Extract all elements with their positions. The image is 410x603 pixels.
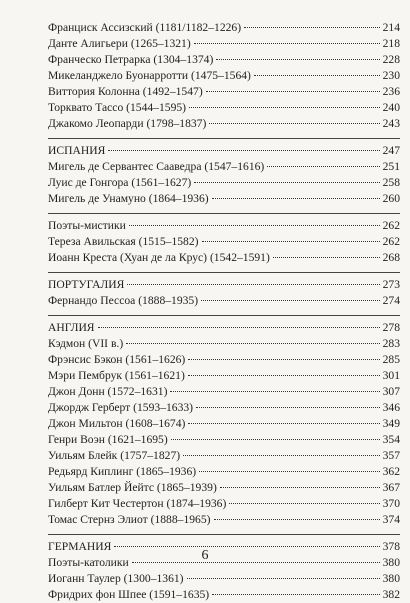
dot-leader: [202, 240, 380, 242]
dot-leader: [187, 577, 380, 579]
toc-entry-page: 349: [382, 417, 400, 430]
toc-entry-title: Уильям Блейк (1757–1827): [48, 449, 181, 462]
dot-leader: [216, 58, 379, 60]
toc-entry[interactable]: [48, 250, 400, 266]
toc-entry-page: 382: [382, 588, 400, 601]
toc-entry[interactable]: [48, 234, 400, 250]
dot-leader: [170, 390, 379, 392]
toc-entry-page: 247: [382, 144, 400, 157]
toc-entry[interactable]: [48, 191, 400, 207]
toc-entry-title: Мигель де Сервантес Сааведра (1547–1616): [48, 160, 265, 173]
toc-entry-title: Кэдмон (VII в.): [48, 337, 124, 350]
table-of-contents: [48, 20, 400, 603]
toc-entry-page: 278: [382, 321, 400, 334]
toc-entry-title: Фернандо Пессоа (1888–1935): [48, 294, 199, 307]
toc-entry[interactable]: [48, 432, 400, 448]
toc-entry[interactable]: [48, 448, 400, 464]
toc-entry-title: Гилберт Кит Честертон (1874–1936): [48, 497, 227, 510]
toc-entry-title: Джакомо Леопарди (1798–1837): [48, 117, 207, 130]
toc-entry-title: Иоганн Таулер (1300–1361): [48, 572, 184, 585]
toc-entry[interactable]: [48, 68, 400, 84]
toc-entry[interactable]: [48, 400, 400, 416]
toc-entry[interactable]: [48, 496, 400, 512]
toc-entry[interactable]: [48, 416, 400, 432]
dot-leader: [212, 197, 380, 199]
dot-leader: [127, 283, 379, 285]
toc-entry-page: 260: [382, 192, 400, 205]
dot-leader: [126, 342, 379, 344]
toc-entry-title: Джордж Герберт (1593–1633): [48, 401, 194, 414]
toc-entry-title: Фридрих фон Шпее (1591–1635): [48, 588, 210, 601]
dot-leader: [108, 149, 379, 151]
toc-entry[interactable]: [48, 464, 400, 480]
dot-leader: [98, 326, 380, 328]
dot-leader: [201, 299, 380, 301]
toc-entry[interactable]: [48, 116, 400, 132]
toc-entry[interactable]: [48, 384, 400, 400]
toc-entry[interactable]: [48, 368, 400, 384]
toc-entry-title: Мэри Пембрук (1561–1621): [48, 369, 185, 382]
section-divider: [48, 534, 400, 535]
section-divider: [48, 315, 400, 316]
toc-entry-page: 370: [382, 497, 400, 510]
toc-entry-page: 283: [382, 337, 400, 350]
toc-entry[interactable]: [48, 20, 400, 36]
dot-leader: [129, 224, 380, 226]
toc-entry-page: 380: [382, 556, 400, 569]
toc-section-portugal: [48, 277, 400, 309]
toc-entry-page: 346: [382, 401, 400, 414]
toc-entry-title: Джон Донн (1572–1631): [48, 385, 168, 398]
dot-leader: [212, 593, 379, 595]
toc-entry[interactable]: [48, 512, 400, 528]
toc-entry-page: 228: [382, 53, 400, 66]
dot-leader: [244, 26, 380, 28]
toc-entry[interactable]: [48, 36, 400, 52]
toc-entry[interactable]: [48, 52, 400, 68]
toc-section-spain: [48, 143, 400, 207]
toc-entry-title: Поэты-мистики: [48, 219, 126, 232]
toc-entry-title: Уильям Батлер Йейтс (1865–1939): [48, 481, 217, 494]
toc-entry-page: 362: [382, 465, 400, 478]
toc-section-england: [48, 320, 400, 528]
dot-leader: [267, 165, 379, 167]
toc-entry-title: Тереза Авильская (1515–1582): [48, 235, 199, 248]
toc-entry[interactable]: [48, 587, 400, 603]
dot-leader: [194, 181, 379, 183]
toc-entry[interactable]: [48, 352, 400, 368]
toc-entry-page: 262: [382, 219, 400, 232]
toc-entry-page: 357: [382, 449, 400, 462]
toc-entry[interactable]: [48, 480, 400, 496]
toc-entry-title: Генри Воэн (1621–1695): [48, 433, 168, 446]
dot-leader: [171, 438, 380, 440]
dot-leader: [189, 106, 380, 108]
toc-entry-title: Иоанн Креста (Хуан де ла Крус) (1542–1591): [48, 251, 270, 264]
dot-leader: [254, 74, 380, 76]
dot-leader: [194, 42, 380, 44]
toc-entry-page: 251: [382, 160, 400, 173]
toc-entry-page: 307: [382, 385, 400, 398]
toc-entry-page: 380: [382, 572, 400, 585]
toc-entry-title: Фрэнсис Бэкон (1561–1626): [48, 353, 186, 366]
toc-entry[interactable]: [48, 100, 400, 116]
toc-entry-title: Микеланджело Буонарротти (1475–1564): [48, 69, 251, 82]
toc-section-heading[interactable]: [48, 277, 400, 293]
toc-entry-title: Виттория Колонна (1492–1547): [48, 85, 203, 98]
toc-entry-title: Франческо Петрарка (1304–1374): [48, 53, 214, 66]
dot-leader: [183, 454, 380, 456]
toc-entry-page: 214: [382, 21, 400, 34]
toc-entry-title: Данте Алигьери (1265–1321): [48, 37, 191, 50]
dot-leader: [209, 122, 379, 124]
toc-entry-title: ИСПАНИЯ: [48, 144, 106, 157]
toc-entry-page: 230: [382, 69, 400, 82]
section-divider: [48, 138, 400, 139]
toc-entry-page: 218: [382, 37, 400, 50]
toc-entry-title: Редьярд Киплинг (1865–1936): [48, 465, 197, 478]
dot-leader: [199, 470, 379, 472]
toc-entry-page: 378: [382, 540, 400, 553]
toc-entry-title: Джон Мильтон (1608–1674): [48, 417, 186, 430]
toc-entry-title: Торквато Тассо (1544–1595): [48, 101, 187, 114]
dot-leader: [273, 256, 380, 258]
toc-entry[interactable]: [48, 218, 400, 234]
toc-entry-title: Мигель де Унамуно (1864–1936): [48, 192, 209, 205]
dot-leader: [188, 374, 380, 376]
toc-entry[interactable]: [48, 293, 400, 309]
toc-entry-page: 262: [382, 235, 400, 248]
toc-entry-page: 274: [382, 294, 400, 307]
dot-leader: [196, 406, 380, 408]
toc-entry-page: 273: [382, 278, 400, 291]
toc-entry-page: 258: [382, 176, 400, 189]
toc-entry-title: Луис де Гонгора (1561–1627): [48, 176, 192, 189]
dot-leader: [188, 358, 379, 360]
dot-leader: [114, 545, 379, 547]
toc-entry-title: Поэты-католики: [48, 556, 129, 569]
page-number: 6: [201, 548, 209, 563]
toc-entry-page: 236: [382, 85, 400, 98]
dot-leader: [220, 486, 380, 488]
toc-section-heading[interactable]: [48, 143, 400, 159]
toc-section-italy: [48, 20, 400, 132]
toc-section-mystics: [48, 218, 400, 266]
toc-entry[interactable]: [48, 159, 400, 175]
section-divider: [48, 213, 400, 214]
toc-entry-page: 354: [382, 433, 400, 446]
section-divider: [48, 272, 400, 273]
dot-leader: [188, 422, 379, 424]
toc-entry-page: 240: [382, 101, 400, 114]
toc-entry-page: 301: [382, 369, 400, 382]
dot-leader: [206, 90, 380, 92]
toc-entry[interactable]: [48, 336, 400, 352]
toc-entry-page: 367: [382, 481, 400, 494]
toc-entry-title: ГЕРМАНИЯ: [48, 540, 112, 553]
toc-entry-title: Франциск Ассизский (1181/1182–1226): [48, 21, 242, 34]
toc-entry[interactable]: [48, 175, 400, 191]
toc-entry[interactable]: [48, 84, 400, 100]
dot-leader: [214, 518, 380, 520]
dot-leader: [229, 502, 379, 504]
toc-section-heading[interactable]: [48, 320, 400, 336]
toc-entry-page: 374: [382, 513, 400, 526]
toc-entry-page: 243: [382, 117, 400, 130]
toc-entry-title: ПОРТУГАЛИЯ: [48, 278, 125, 291]
toc-entry-title: АНГЛИЯ: [48, 321, 95, 334]
toc-entry-page: 285: [382, 353, 400, 366]
toc-entry-page: 268: [382, 251, 400, 264]
toc-entry-title: Томас Стернз Элиот (1888–1965): [48, 513, 211, 526]
